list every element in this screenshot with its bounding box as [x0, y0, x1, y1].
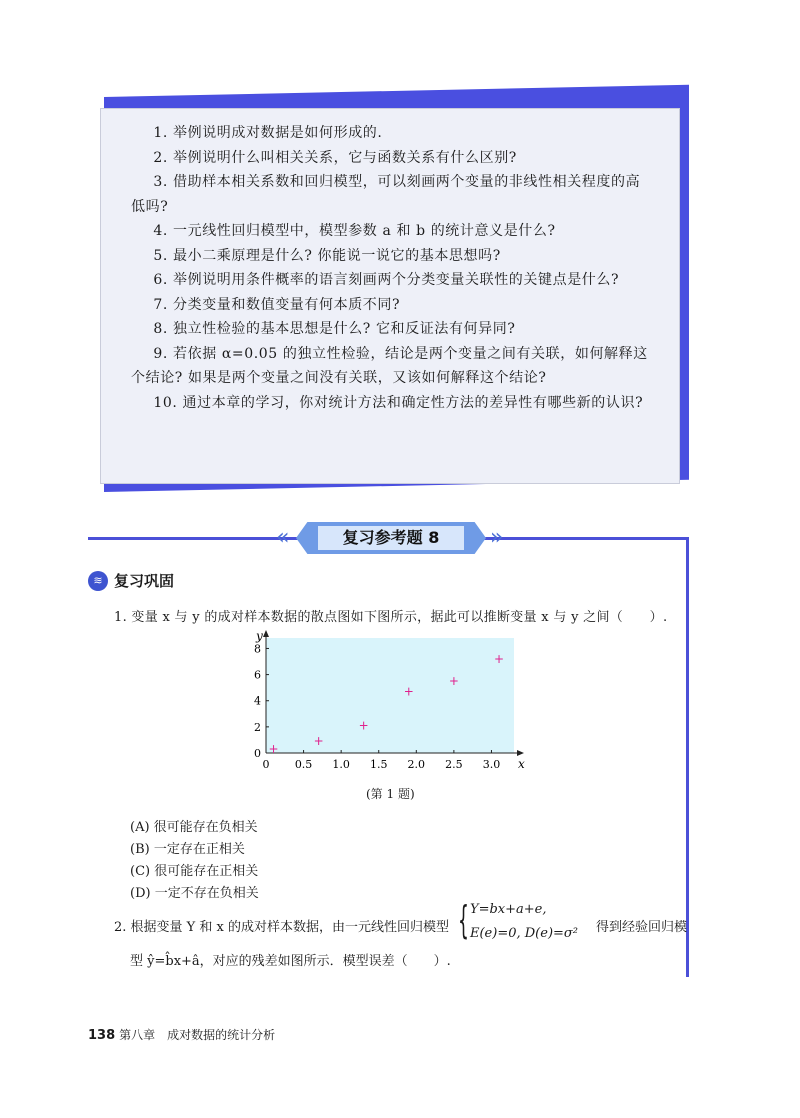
- review-question: 5. 最小二乘原理是什么? 你能说一说它的基本思想吗?: [153, 247, 501, 264]
- problem-2-continuation: 得到经验回归模: [596, 920, 688, 935]
- option-b: (B) 一定存在正相关: [130, 842, 245, 857]
- scatter-point: +: [403, 684, 414, 699]
- review-question: 7. 分类变量和数值变量有何本质不同?: [153, 296, 401, 313]
- scatter-point: +: [448, 674, 459, 689]
- page-number: 138: [88, 1028, 116, 1043]
- left-brace: {: [458, 898, 469, 942]
- figure-caption: (第 1 题): [366, 787, 415, 801]
- review-question: 2. 举例说明什么叫相关关系，它与函数关系有什么区别?: [153, 149, 517, 166]
- x-tick-label: 1.5: [369, 758, 388, 771]
- y-tick-label: 8: [254, 642, 261, 656]
- plot-area: [266, 638, 514, 753]
- scatter-point: +: [313, 734, 324, 749]
- layers-icon: ≋: [88, 571, 108, 591]
- review-question-list: [101, 109, 679, 415]
- problem-2-line-2: 型 ŷ=b̂x+â，对应的残差如图所示．模型误差（ ）.: [130, 954, 451, 969]
- problem-2-text: 2. 根据变量 Y 和 x 的成对样本数据，由一元线性回归模型: [114, 920, 449, 935]
- regression-equation: Y=bx+a+e,: [470, 902, 547, 917]
- subsection-title: 复习巩固: [114, 572, 175, 590]
- review-question: 10. 通过本章的学习，你对统计方法和确定性方法的差异性有哪些新的认识?: [153, 394, 644, 411]
- x-tick-label: 1.0: [332, 758, 350, 771]
- x-axis-label: x: [518, 757, 525, 771]
- scatter-point: +: [493, 651, 505, 666]
- option-d: (D) 一定不存在负相关: [130, 886, 259, 901]
- x-tick-label: 0: [262, 758, 270, 771]
- scatter-point: +: [358, 718, 369, 733]
- x-tick-label: 3.0: [482, 758, 501, 771]
- review-question: 3. 借助样本相关系数和回归模型，可以刻画两个变量的非线性相关程度的高低吗?: [131, 174, 641, 215]
- x-tick-label: 2.5: [445, 758, 463, 771]
- chapter-title: 第八章 成对数据的统计分析: [119, 1028, 276, 1042]
- problem-1-text: 1. 变量 x 与 y 的成对样本数据的散点图如下图所示，据此可以推断变量 x 与 y 之间（ ）.: [114, 610, 668, 625]
- review-question: 6. 举例说明用条件概率的语言刻画两个分类变量关联性的关键点是什么?: [153, 272, 620, 288]
- review-question: 8. 独立性检验的基本思想是什么? 它和反证法有何异同?: [153, 321, 516, 337]
- review-question: 9. 若依据 α=0.05 的独立性检验，结论是两个变量之间有关联，如何解释这个结论? 如果是两个变量之间没有关联，又该如何解释这个结论?: [131, 345, 648, 386]
- x-axis-arrow: [517, 750, 524, 756]
- error-conditions: E(e)=0, D(e)=σ²: [470, 926, 578, 941]
- x-tick-label: 2.0: [407, 758, 426, 771]
- review-question: 4. 一元线性回归模型中，模型参数 a 和 b 的统计意义是什么?: [153, 223, 556, 239]
- option-a: (A) 很可能存在负相关: [130, 820, 258, 835]
- chevron-right-icon: »: [490, 525, 504, 550]
- section-side-rule: [686, 537, 689, 977]
- y-tick-label: 4: [254, 694, 261, 708]
- scatter-chart: [240, 628, 530, 780]
- y-tick-label: 6: [254, 668, 261, 682]
- y-axis-label: y: [256, 629, 263, 643]
- review-question: 1. 举例说明成对数据是如何形成的.: [153, 125, 383, 141]
- page-footer: [88, 1026, 275, 1043]
- y-axis-arrow: [263, 630, 269, 637]
- option-c: (C) 很可能存在正相关: [130, 864, 259, 879]
- x-tick-label: 0.5: [294, 758, 313, 771]
- scatter-point: +: [268, 742, 279, 757]
- y-tick-label: 2: [254, 720, 261, 734]
- review-questions-box: [100, 108, 680, 484]
- chevron-left-icon: «: [276, 525, 290, 550]
- section-title: 复习参考题 8: [318, 526, 464, 550]
- y-tick-label: 0: [254, 747, 261, 760]
